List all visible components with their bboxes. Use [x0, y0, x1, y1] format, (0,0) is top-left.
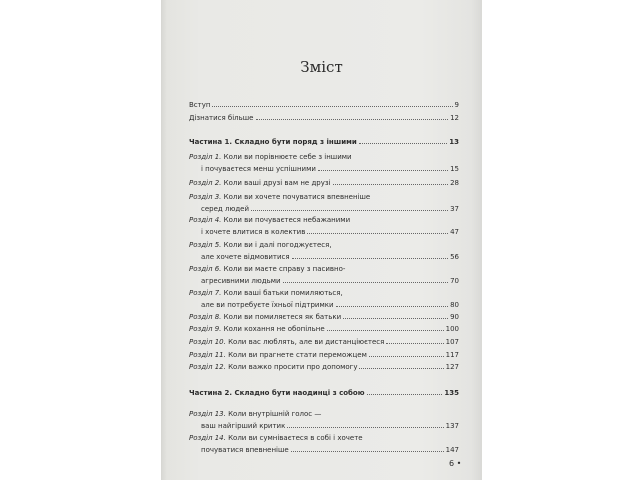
- toc-entry: Розділ 6. Коли ви маєте справу з пасивно-: [189, 265, 346, 273]
- toc-entry-cont: але хочете відмовитися 56: [201, 250, 459, 262]
- toc-entry-cont: і почуваєтеся менш успішними 15: [201, 162, 459, 174]
- toc-entry: Розділ 3. Коли ви хочете почуватися впевненіше: [189, 193, 371, 201]
- book-page: [161, 0, 482, 480]
- toc-entry: Розділ 1. Коли ви порівнюєте себе з іншими: [189, 153, 352, 161]
- toc-entry: Розділ 11. Коли ви прагнете стати переможцем 117: [189, 348, 459, 360]
- toc-entry: Розділ 12. Коли важко просити про допомогу 127: [189, 360, 459, 372]
- toc-entry: Розділ 7. Коли ваші батьки помиляються,: [189, 289, 343, 297]
- toc-entry-cont: серед людей 37: [201, 202, 459, 214]
- toc-entry: Розділ 8. Коли ви помиляєтеся як батьки 90: [189, 310, 459, 322]
- toc-entry: Дізнатися більше 12: [189, 111, 459, 123]
- page-title: Зміст: [300, 58, 343, 76]
- toc-entry-cont: агресивними людьми 70: [201, 274, 459, 286]
- toc-entry-cont: і хочете влитися в колектив 47: [201, 225, 459, 237]
- toc-entry: Розділ 10. Коли вас люблять, але ви дистанціюєтеся 107: [189, 335, 459, 347]
- toc-entry: Вступ 9: [189, 98, 459, 110]
- toc-entry-cont: ваш найгірший критик 137: [201, 419, 459, 431]
- toc-entry: Розділ 9. Коли кохання не обопільне 100: [189, 322, 459, 334]
- toc-part-heading: Частина 2. Складно бути наодинці з собою 135: [189, 386, 459, 398]
- toc-entry: Розділ 14. Коли ви сумніваєтеся в собі і хочете: [189, 434, 363, 442]
- toc-entry-cont: але ви потребуєте їхньої підтримки 80: [201, 298, 459, 310]
- toc-entry: Розділ 4. Коли ви почуваєтеся небажаними: [189, 216, 351, 224]
- toc-entry: Розділ 13. Коли внутрішній голос —: [189, 410, 322, 418]
- toc-entry: Розділ 2. Коли ваші друзі вам не друзі 28: [189, 176, 459, 188]
- page-number: 6 •: [449, 459, 462, 468]
- toc-entry: Розділ 5. Коли ви і далі погоджуєтеся,: [189, 241, 332, 249]
- toc-part-heading: Частина 1. Складно бути поряд з іншими 13: [189, 135, 459, 147]
- toc-entry-cont: почуватися впевненіше 147: [201, 443, 459, 455]
